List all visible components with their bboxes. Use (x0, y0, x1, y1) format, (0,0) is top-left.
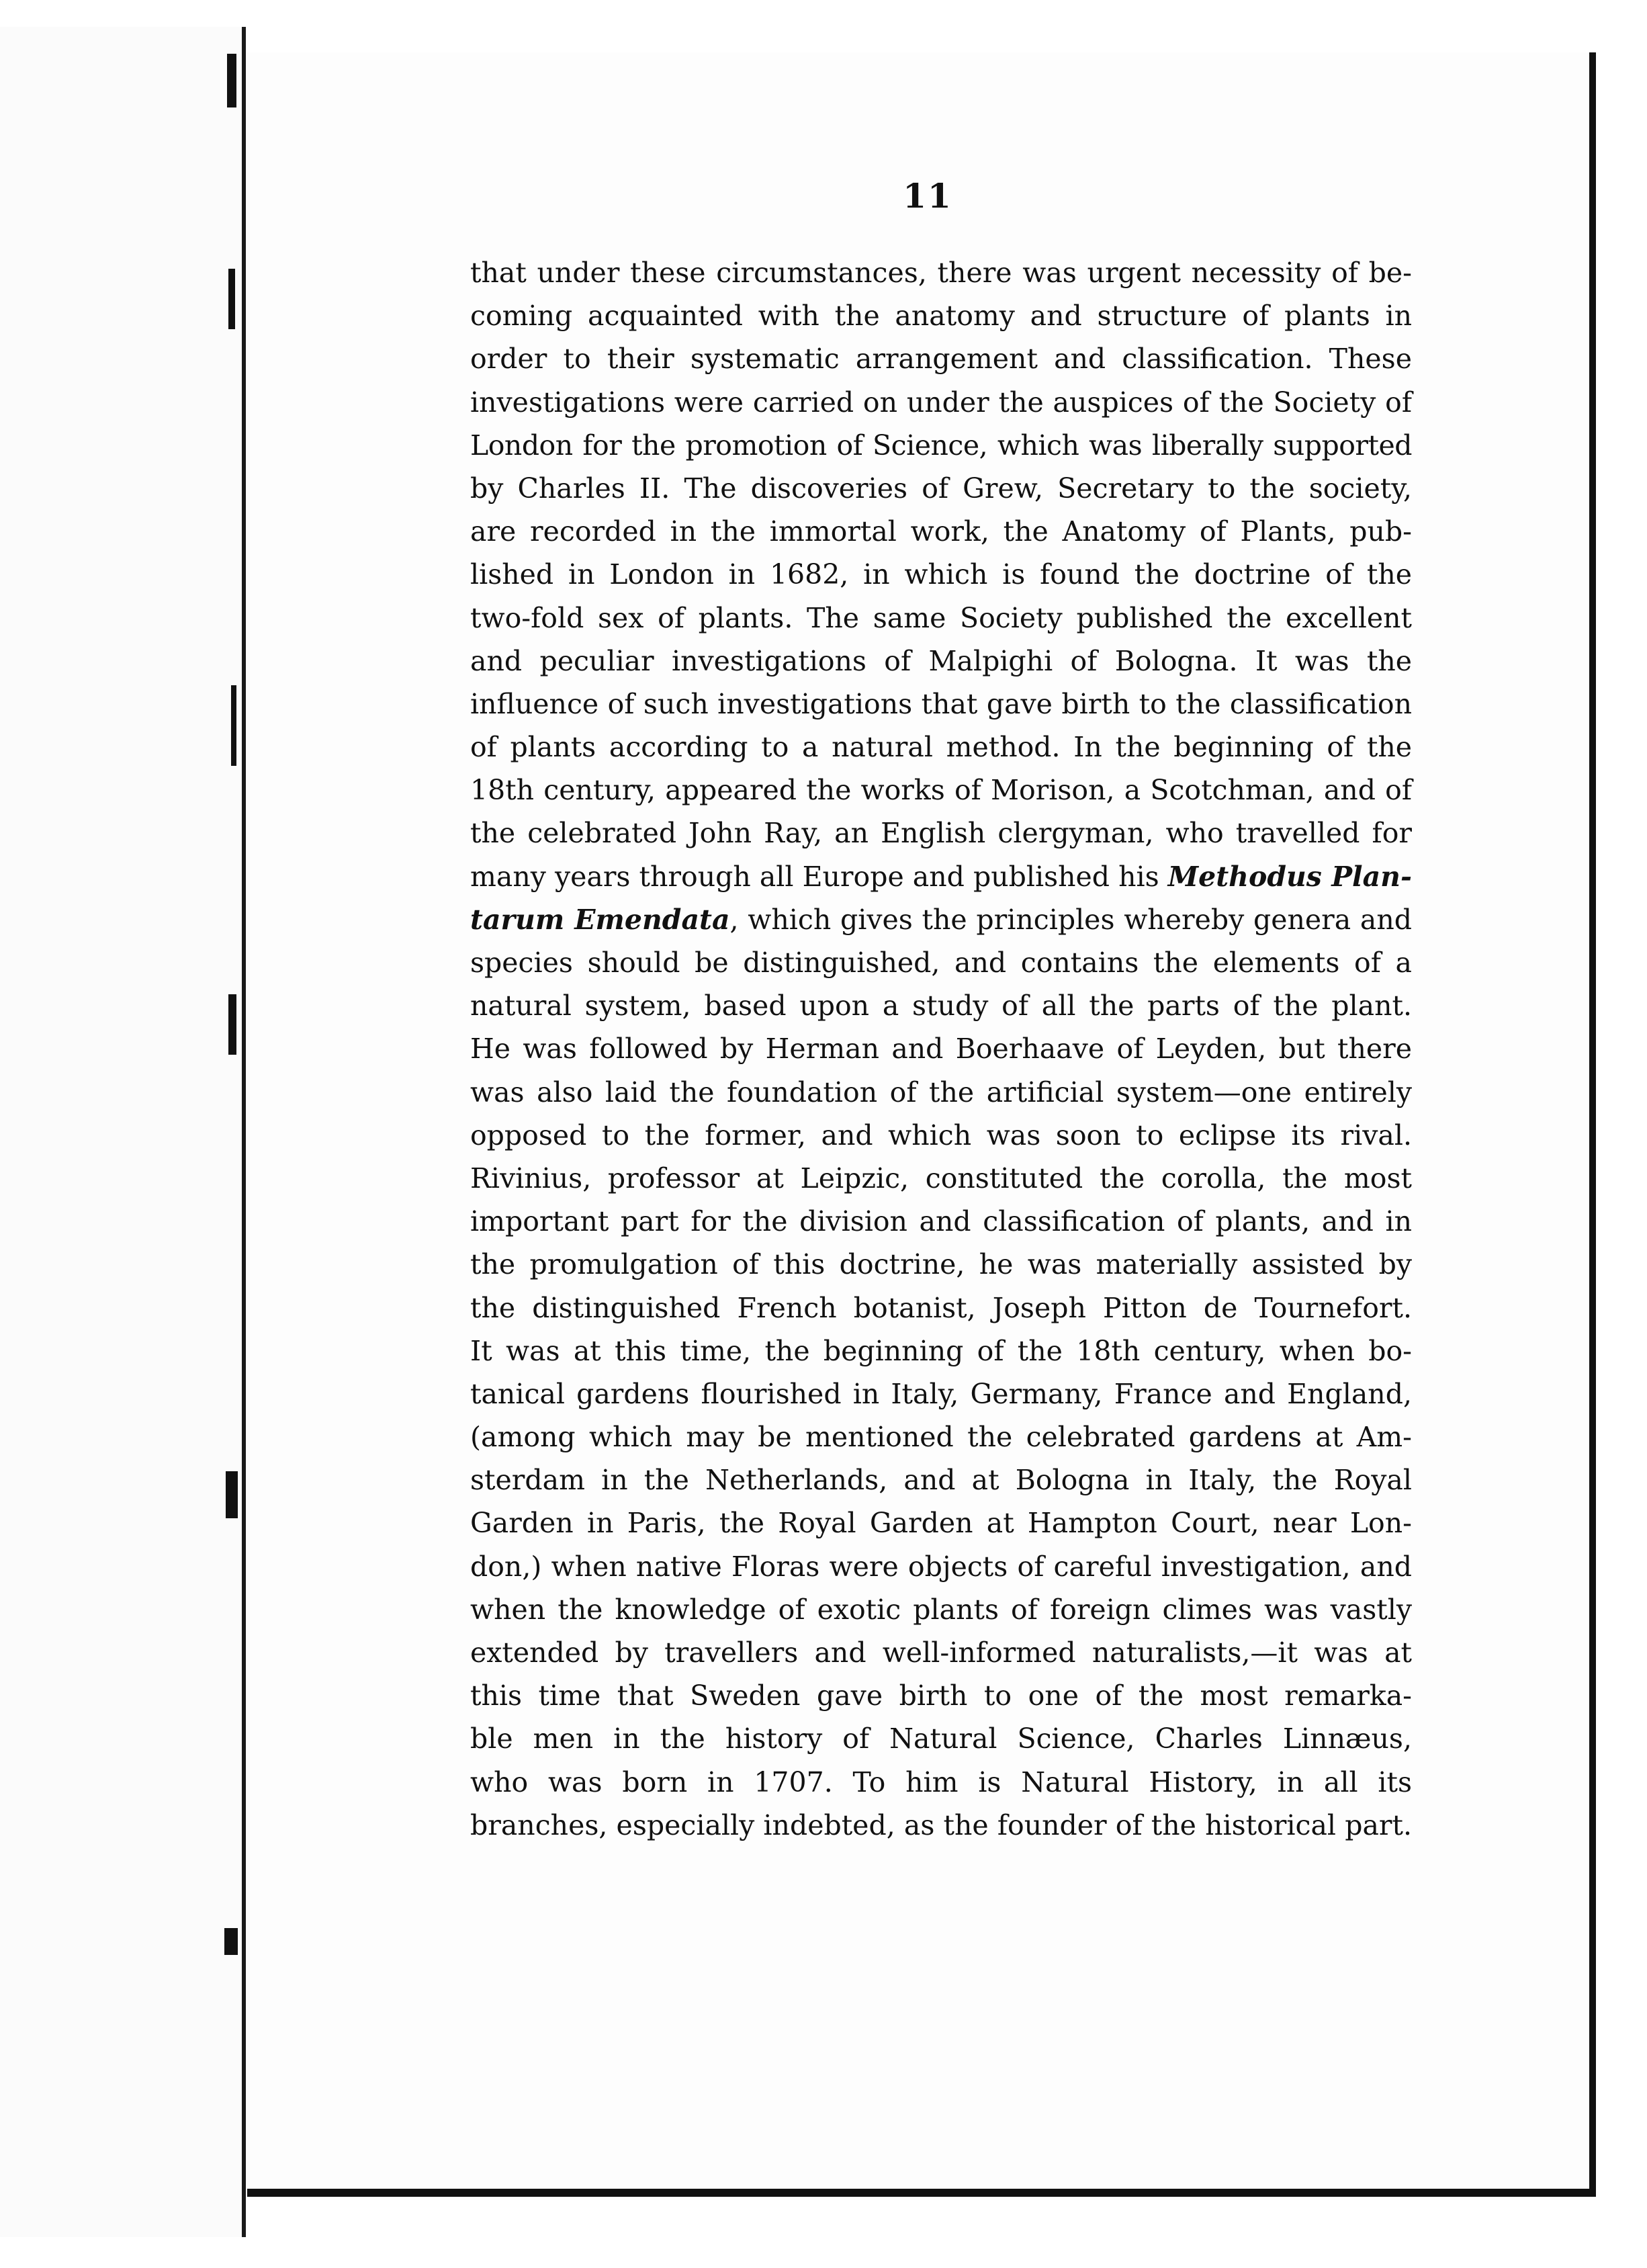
text-line: coming acquainted with the anatomy and structure of plants in (470, 300, 1412, 333)
text-line: the promulgation of this doctrine, he was materially assisted by (470, 1248, 1412, 1281)
binding-mark (224, 1928, 238, 1955)
text-line: important part for the division and classification of plants, and in (470, 1205, 1412, 1238)
text-line: are recorded in the immortal work, the Anatomy of Plants, pub- (470, 515, 1412, 548)
binding-mark (231, 685, 236, 766)
italic-title: Methodus Plan- (1167, 860, 1412, 893)
text-line (470, 855, 1412, 898)
text-line: 18th century, appeared the works of Morison, a Scotchman, and of (470, 774, 1412, 807)
text-fragment: many years through all Europe and published his (470, 860, 1168, 893)
text-line: was also laid the foundation of the artificial system—one entirely (470, 1076, 1412, 1108)
binding-mark (228, 269, 235, 329)
text-line: He was followed by Herman and Boerhaave of Leyden, but there (470, 1033, 1412, 1065)
text-line: who was born in 1707. To him is Natural History, in all its (470, 1765, 1412, 1798)
text-line: the distinguished French botanist, Joseph Pitton de Tournefort. (470, 1291, 1412, 1324)
body-text (470, 251, 1412, 1847)
text-line: and peculiar investigations of Malpighi of Bologna. It was the (470, 644, 1412, 677)
text-line: opposed to the former, and which was soon to eclipse its rival. (470, 1119, 1412, 1151)
binding-mark (228, 994, 236, 1055)
text-line: order to their systematic arrangement and classification. These (470, 343, 1412, 376)
text-line: tanical gardens flourished in Italy, Germany, France and England, (470, 1377, 1412, 1410)
text-line: don,) when native Floras were objects of careful investigation, and (470, 1550, 1412, 1583)
text-line: this time that Sweden gave birth to one of the most remarka- (470, 1680, 1412, 1712)
previous-page-edge (0, 27, 246, 2237)
text-line: extended by travellers and well-informed naturalists,—it was at (470, 1637, 1412, 1669)
text-line: influence of such investigations that gave birth to the classification (470, 687, 1412, 720)
text-line: London for the promotion of Science, which was liberally supported (470, 429, 1412, 462)
text-fragment: , which gives the principles whereby genera and (729, 903, 1412, 936)
text-line: lished in London in 1682, in which is found the doctrine of the (470, 558, 1412, 591)
text-line: when the knowledge of exotic plants of foreign climes was vastly (470, 1593, 1412, 1626)
text-line: of plants according to a natural method. In the beginning of the (470, 731, 1412, 764)
italic-title: tarum Emendata (470, 903, 730, 936)
text-line: sterdam in the Netherlands, and at Bologna in Italy, the Royal (470, 1464, 1412, 1497)
text-line: two-fold sex of plants. The same Society published the excellent (470, 601, 1412, 634)
text-line: Garden in Paris, the Royal Garden at Hampton Court, near Lon- (470, 1507, 1412, 1540)
binding-mark (227, 54, 236, 107)
page-number: 11 (903, 176, 952, 216)
text-line: by Charles II. The discoveries of Grew, Secretary to the society, (470, 472, 1412, 505)
text-line (470, 898, 1412, 941)
text-line: (among which may be mentioned the celebrated gardens at Am- (470, 1421, 1412, 1454)
text-line: investigations were carried on under the auspices of the Society of (470, 386, 1412, 419)
text-line: ble men in the history of Natural Science, Charles Linnæus, (470, 1722, 1412, 1755)
binding-mark (226, 1471, 238, 1518)
text-line: It was at this time, the beginning of the 18th century, when bo- (470, 1334, 1412, 1367)
text-line: the celebrated John Ray, an English clergyman, who travelled for (470, 817, 1412, 850)
text-line: branches, especially indebted, as the founder of the historical part. (470, 1808, 1412, 1841)
text-line: Rivinius, professor at Leipzic, constituted the corolla, the most (470, 1162, 1412, 1194)
text-line: species should be distinguished, and contains the elements of a (470, 947, 1412, 979)
text-line: natural system, based upon a study of all the parts of the plant. (470, 990, 1412, 1022)
text-line: that under these circumstances, there was urgent necessity of be- (470, 257, 1412, 289)
